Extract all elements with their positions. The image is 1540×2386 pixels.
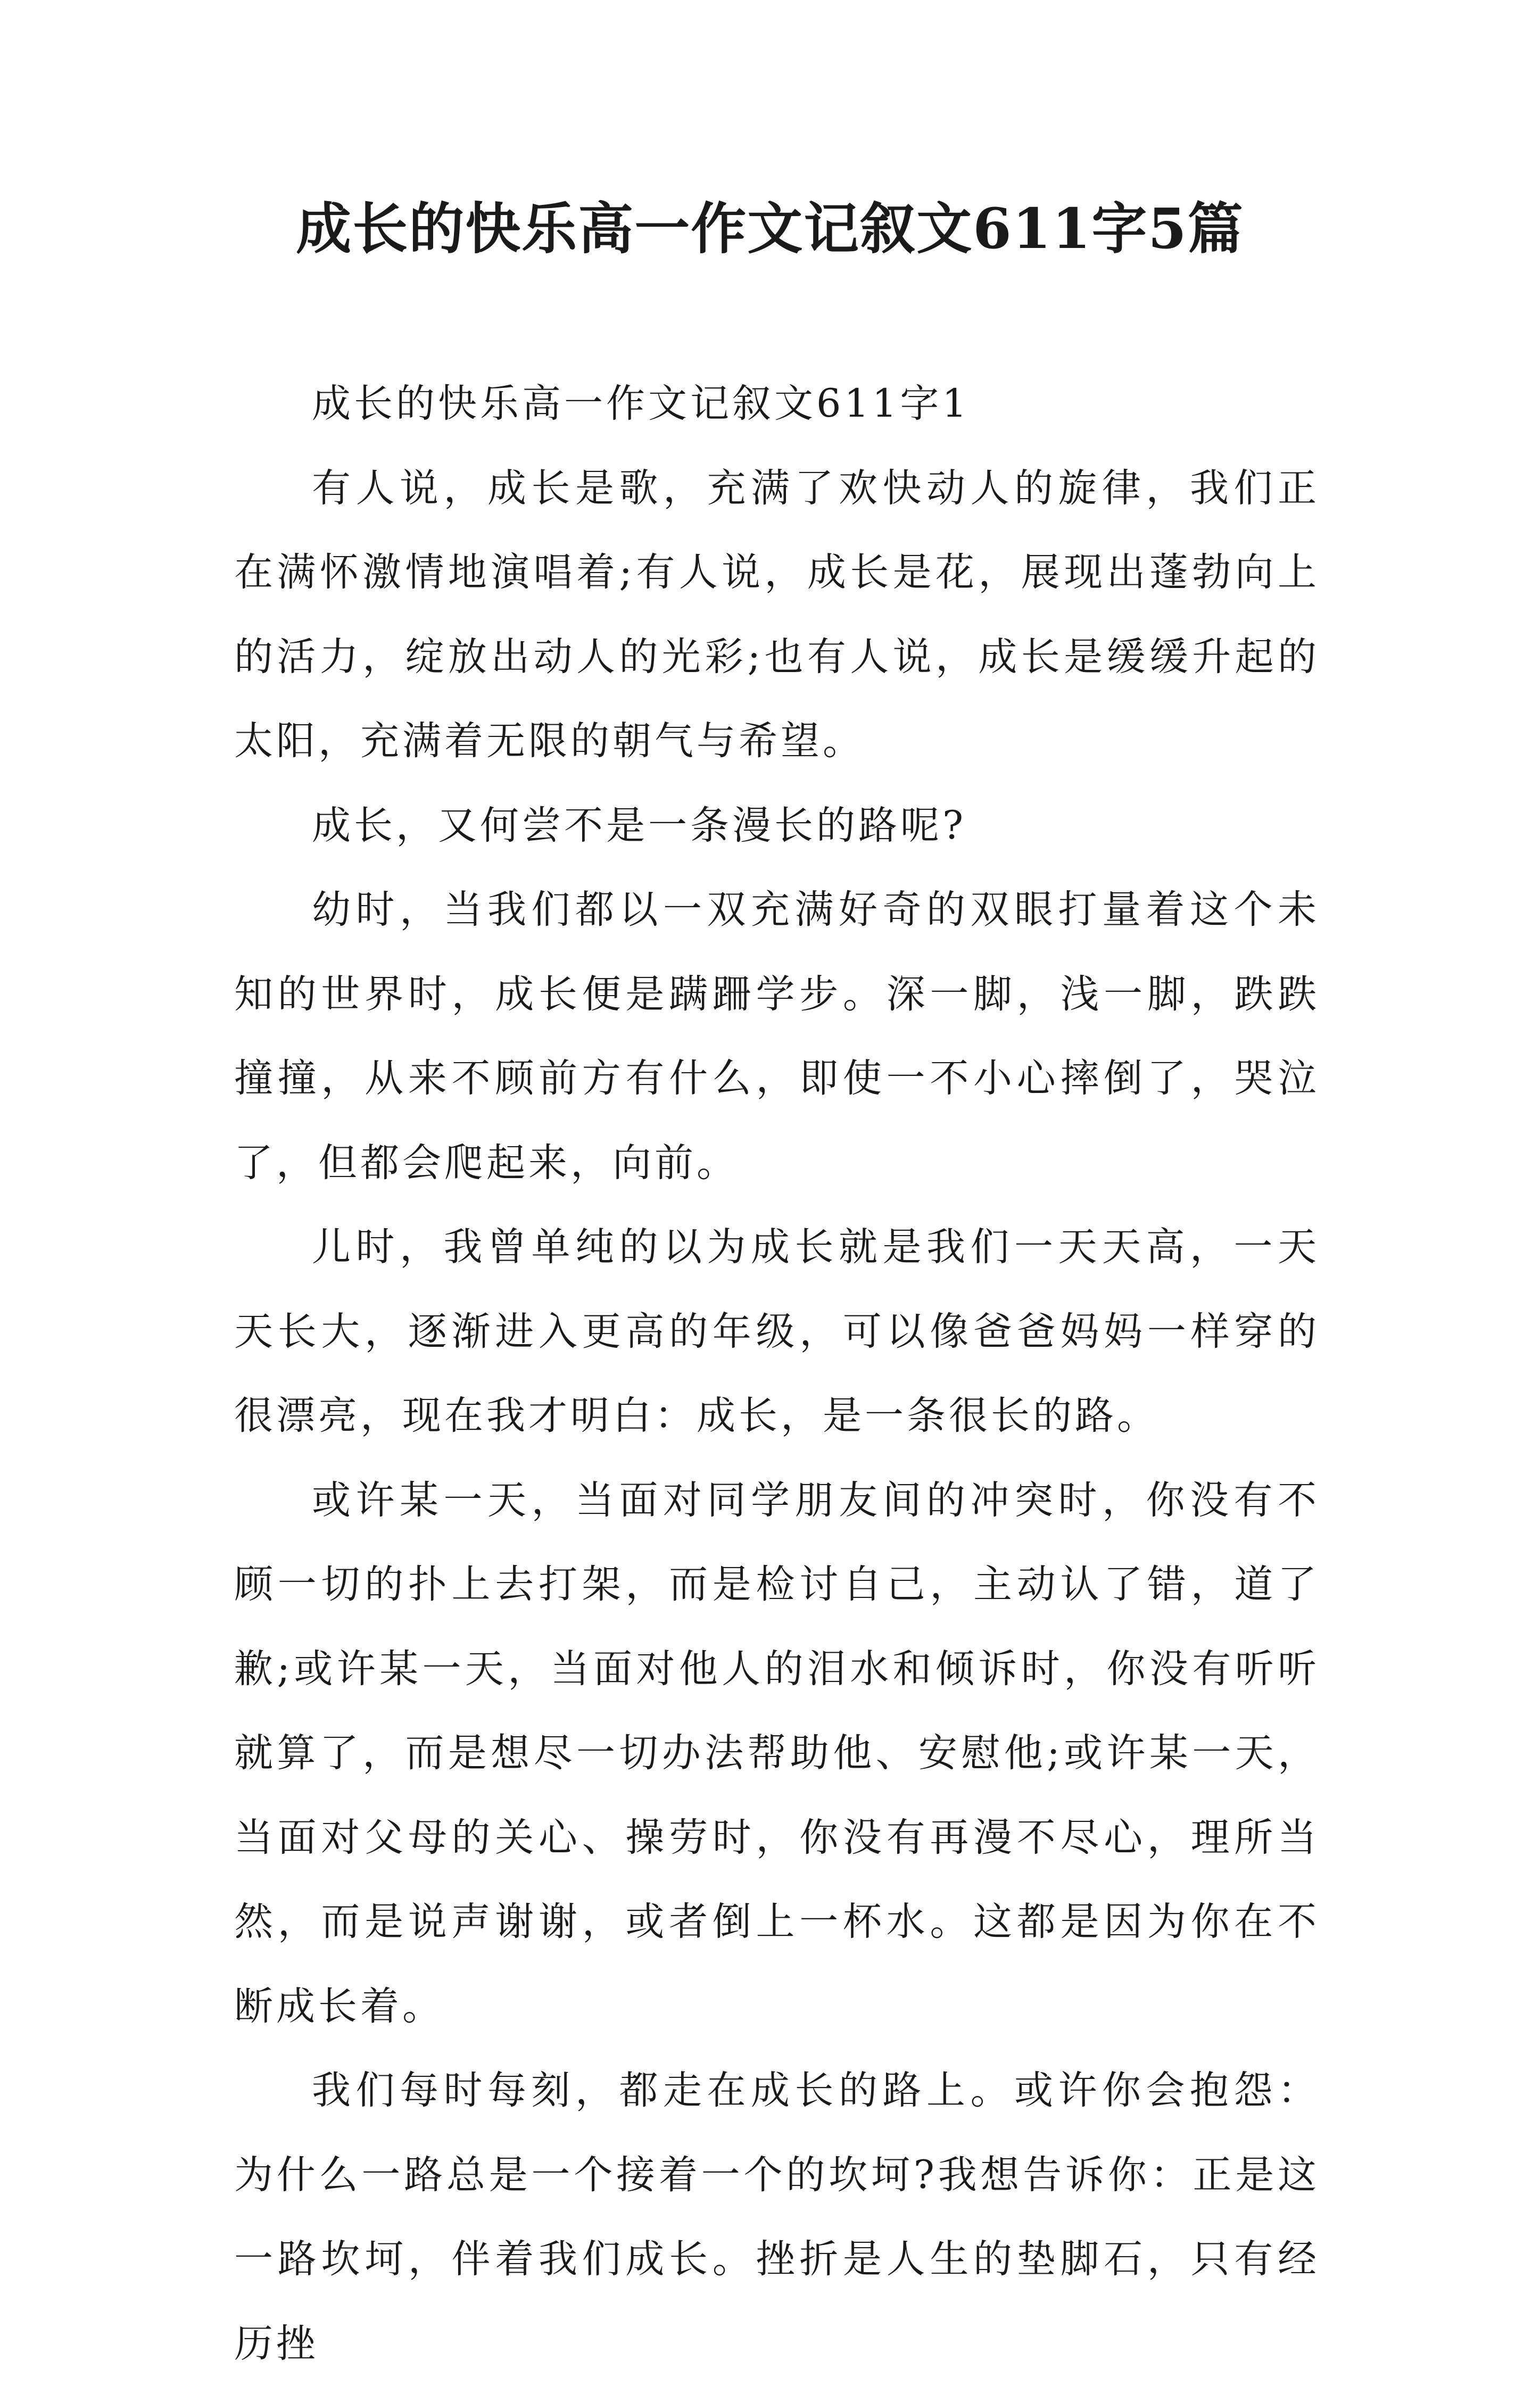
- paragraph: 成长，又何尝不是一条漫长的路呢?: [312, 802, 967, 848]
- paragraph: 幼时，当我们都以一双充满好奇的双眼打量着这个未知的世界时，成长便是蹒跚学步。深一脚，浅一脚，跌跌撞撞，从来不顾前方有什么，即使一不小心摔倒了，哭泣了，但都会爬起来，向前。: [234, 887, 1320, 1186]
- paragraph: 或许某一天，当面对同学朋友间的冲突时，你没有不顾一切的扑上去打架，而是检讨自己，主动认了错，道了歉;或许某一天，当面对他人的泪水和倾诉时，你没有听听就算了，而是想尽一切办法帮助他、安慰他;或许某一天，当面对父母的关心、操劳时，你没有再漫不尽心，理所当然，而是说声谢谢，或者倒上一杯水。这都是因为你在不断成长着。: [234, 1477, 1320, 2029]
- paragraph: 我们每时每刻，都走在成长的路上。或许你会抱怨：为什么一路总是一个接着一个的坎坷?我想告诉你：正是这一路坎坷，伴着我们成长。挫折是人生的垫脚石，只有经历挫: [234, 2068, 1320, 2366]
- paragraph: 有人说，成长是歌，充满了欢快动人的旋律，我们正在满怀激情地演唱着;有人说，成长是花，展现出蓬勃向上的活力，绽放出动人的光彩;也有人说，成长是缓缓升起的太阳，充满着无限的朝气与希望。: [234, 465, 1320, 764]
- document-title: 成长的快乐高一作文记叙文611字5篇: [296, 196, 1244, 261]
- document-body: [234, 362, 1320, 2386]
- section-heading: 成长的快乐高一作文记叙文611字1: [312, 381, 970, 426]
- paragraph: 儿时，我曾单纯的以为成长就是我们一天天高，一天天长大，逐渐进入更高的年级，可以像爸爸妈妈一样穿的很漂亮，现在我才明白：成长，是一条很长的路。: [234, 1224, 1320, 1438]
